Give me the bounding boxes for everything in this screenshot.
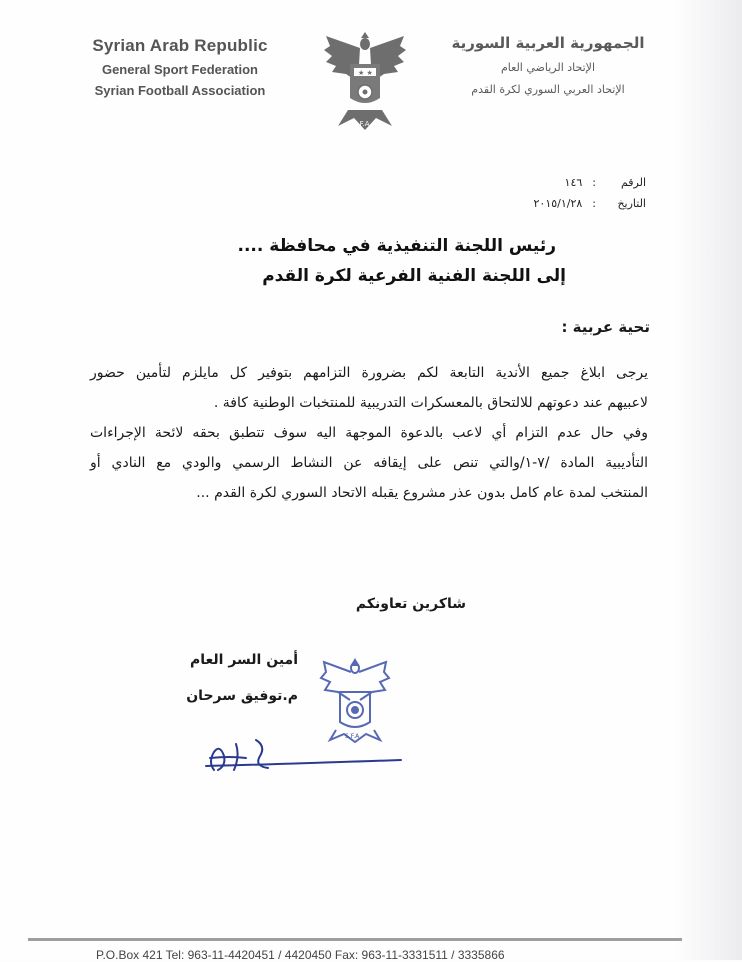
letterhead-ar-association: الإتحاد العربي السوري لكرة القدم	[471, 83, 625, 96]
addressee-line-2: إلى اللجنة الفنية الفرعية لكرة القدم	[262, 266, 566, 286]
addressee-line-1: رئيس اللجنة التنفيذية في محافظة ....	[237, 236, 556, 256]
greeting: تحية عربية :	[561, 318, 650, 336]
ref-date-value: ٢٠١٥/١/٢٨	[533, 197, 583, 210]
page-edge-shadow	[674, 0, 742, 960]
body-line: وفي حال عدم التزام أي لاعب بالدعوة الموجهة اليه سوف تتطبق بحقه لائحة الإجراءات	[90, 425, 648, 441]
footer-contact: P.O.Box 421 Tel: 963-11-4420451 / 4420450 Fax: 963-11-3331511 / 3335866	[96, 948, 505, 962]
reference-block: الرقم : ١٤٦ التاريخ : ٢٠١٥/١/٢٨	[486, 176, 646, 218]
closing-thanks: شاكرين تعاونكم	[355, 596, 466, 612]
eagle-emblem-icon	[320, 26, 410, 134]
ref-number-label: الرقم	[620, 176, 646, 189]
letterhead-en-federation: General Sport Federation	[101, 62, 259, 77]
letterhead-en-association: Syrian Football Association	[94, 83, 266, 98]
body-line: يرجى ابلاغ جميع الأندية التابعة لكم بضرورة التزامهم بتوفير كل مايلزم لتأمين حضور	[90, 365, 648, 381]
letterhead-arabic	[448, 34, 648, 96]
letterhead-ar-country: الجمهورية العربية السورية	[451, 34, 645, 52]
signatory-name: م.توفيق سرحان	[186, 688, 298, 704]
letterhead-english	[80, 36, 280, 98]
addressee-block	[237, 236, 566, 286]
handwritten-signature-icon	[196, 730, 406, 780]
body-line: المنتخب لمدة عام كامل بدون عذر مشروع يقبله الاتحاد السوري لكرة القدم ...	[196, 485, 648, 501]
signatory-title: أمين السر العام	[189, 652, 298, 668]
footer-rule	[28, 938, 682, 941]
letterhead-en-country: Syrian Arab Republic	[92, 36, 268, 55]
ref-date-label: التاريخ	[617, 197, 646, 210]
seal-caption: S.F.A	[345, 733, 360, 740]
svg-text:★ ★: ★ ★	[358, 69, 373, 77]
letter-body	[90, 358, 648, 508]
ref-number-value: ١٤٦	[564, 176, 583, 189]
letterhead-ar-federation: الإتحاد الرياضي العام	[500, 61, 595, 74]
body-line: لاعبيهم عند دعوتهم للالتحاق بالمعسكرات التدريبية للمنتخبات الوطنية كافة .	[213, 395, 648, 411]
emblem-caption: S.F.A	[353, 120, 370, 128]
body-line: التأديبية المادة /٧-١/والتي تنص على إيقافه عن النشاط الرسمي والودي مع النادي أو	[90, 455, 648, 471]
